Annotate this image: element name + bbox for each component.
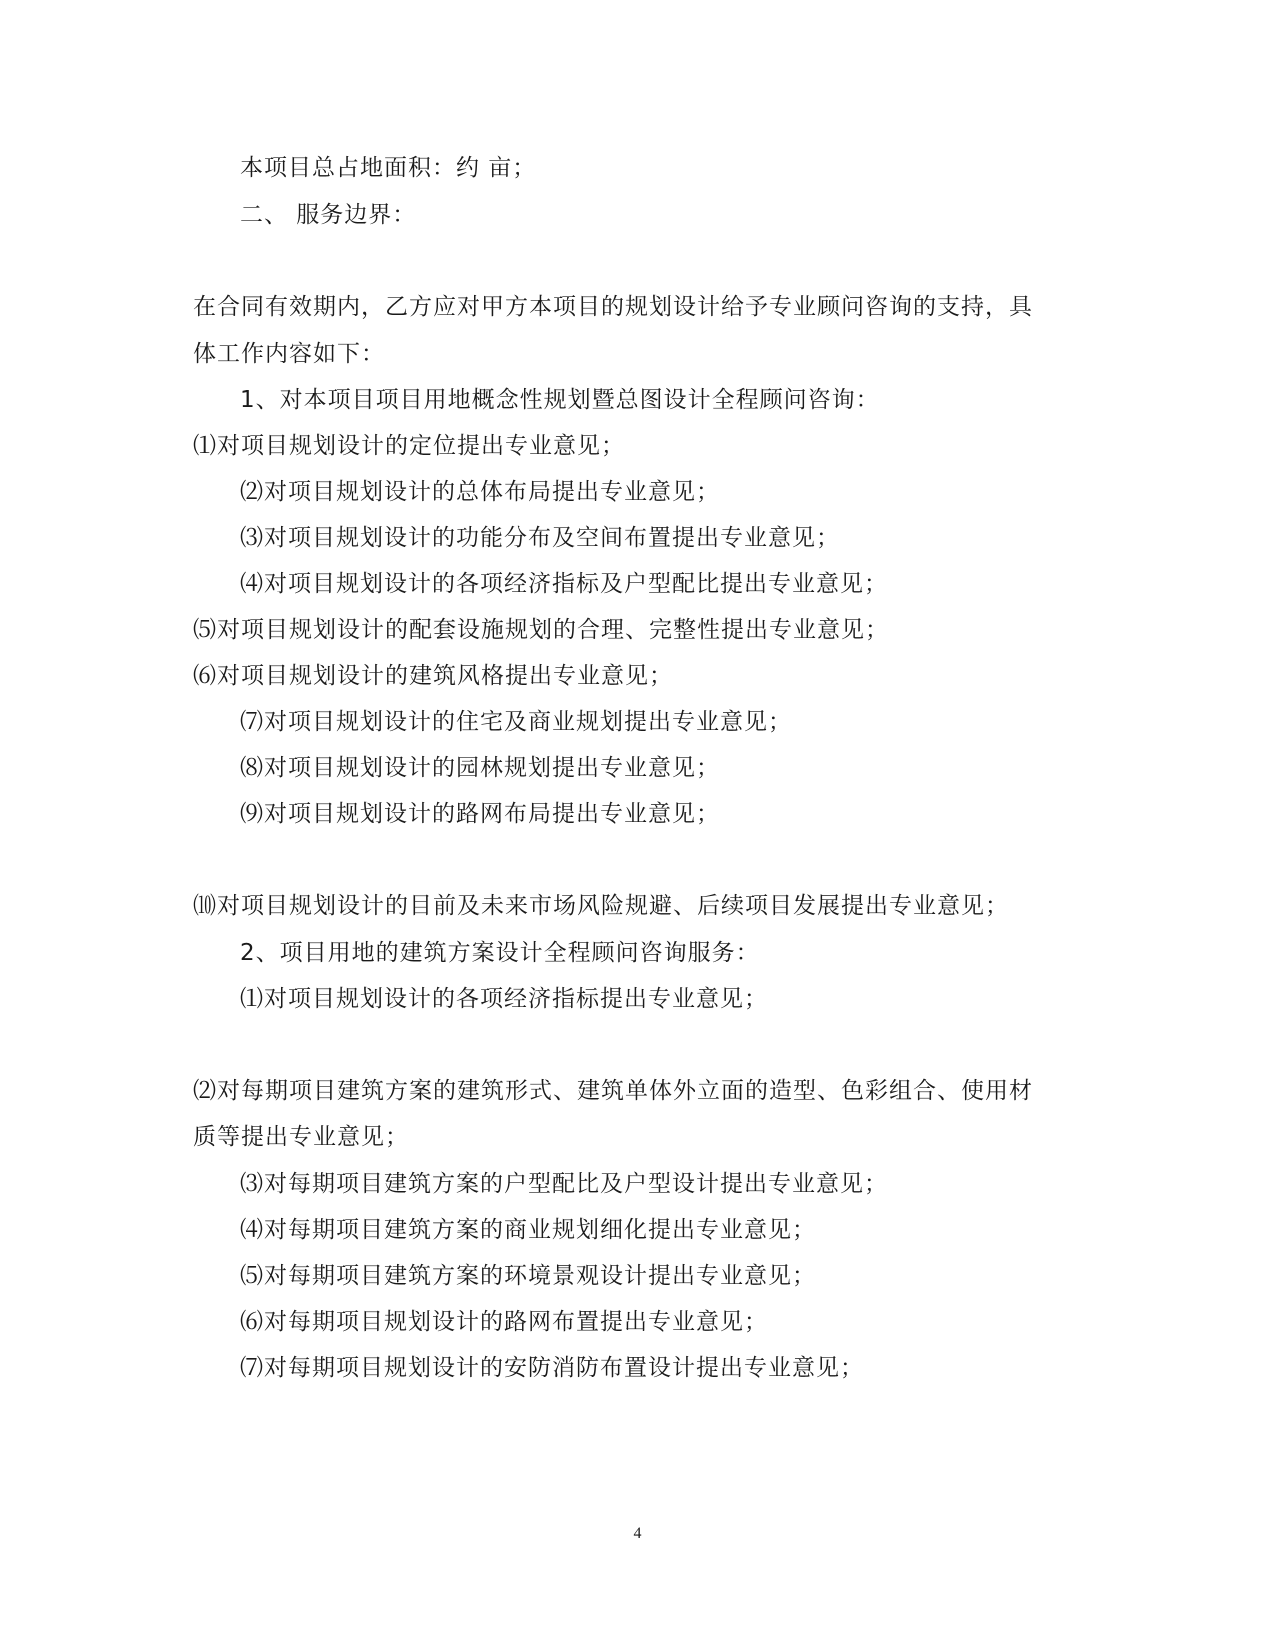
- list-item: ⑶对每期项目建筑方案的户型配比及户型设计提出专业意见；: [240, 1171, 888, 1197]
- list-item: ⑵对项目规划设计的总体布局提出专业意见；: [240, 479, 720, 505]
- section-heading: 二、 服务边界：: [240, 202, 417, 228]
- text-line: 体工作内容如下：: [193, 341, 385, 367]
- list-item: ⑽对项目规划设计的目前及未来市场风险规避、后续项目发展提出专业意见；: [193, 893, 1009, 919]
- text-line: 本项目总占地面积：约 亩；: [240, 155, 537, 181]
- list-item: ⑸对项目规划设计的配套设施规划的合理、完整性提出专业意见；: [193, 617, 889, 643]
- list-item: ⑶对项目规划设计的功能分布及空间布置提出专业意见；: [240, 525, 840, 551]
- list-item: ⑺对每期项目规划设计的安防消防布置设计提出专业意见；: [240, 1355, 864, 1381]
- list-item-continuation: 质等提出专业意见；: [193, 1124, 409, 1150]
- list-item: ⑴对项目规划设计的定位提出专业意见；: [193, 433, 625, 459]
- list-item: ⑵对每期项目建筑方案的建筑形式、建筑单体外立面的造型、色彩组合、使用材: [193, 1078, 1033, 1104]
- list-item: ⑻对项目规划设计的园林规划提出专业意见；: [240, 755, 720, 781]
- list-item: ⑷对项目规划设计的各项经济指标及户型配比提出专业意见；: [240, 571, 888, 597]
- list-heading: 2、项目用地的建筑方案设计全程顾问咨询服务：: [240, 940, 760, 966]
- text-line: 在合同有效期内，乙方应对甲方本项目的规划设计给予专业顾问咨询的支持，具: [193, 294, 1033, 320]
- list-heading: 1、对本项目项目用地概念性规划暨总图设计全程顾问咨询：: [240, 387, 880, 413]
- list-item: ⑷对每期项目建筑方案的商业规划细化提出专业意见；: [240, 1217, 816, 1243]
- list-item: ⑸对每期项目建筑方案的环境景观设计提出专业意见；: [240, 1263, 816, 1289]
- list-item: ⑹对每期项目规划设计的路网布置提出专业意见；: [240, 1309, 768, 1335]
- list-item: ⑹对项目规划设计的建筑风格提出专业意见；: [193, 663, 673, 689]
- list-item: ⑺对项目规划设计的住宅及商业规划提出专业意见；: [240, 709, 792, 735]
- page-number: 4: [633, 1525, 642, 1542]
- list-item: ⑼对项目规划设计的路网布局提出专业意见；: [240, 801, 720, 827]
- list-item: ⑴对项目规划设计的各项经济指标提出专业意见；: [240, 986, 768, 1012]
